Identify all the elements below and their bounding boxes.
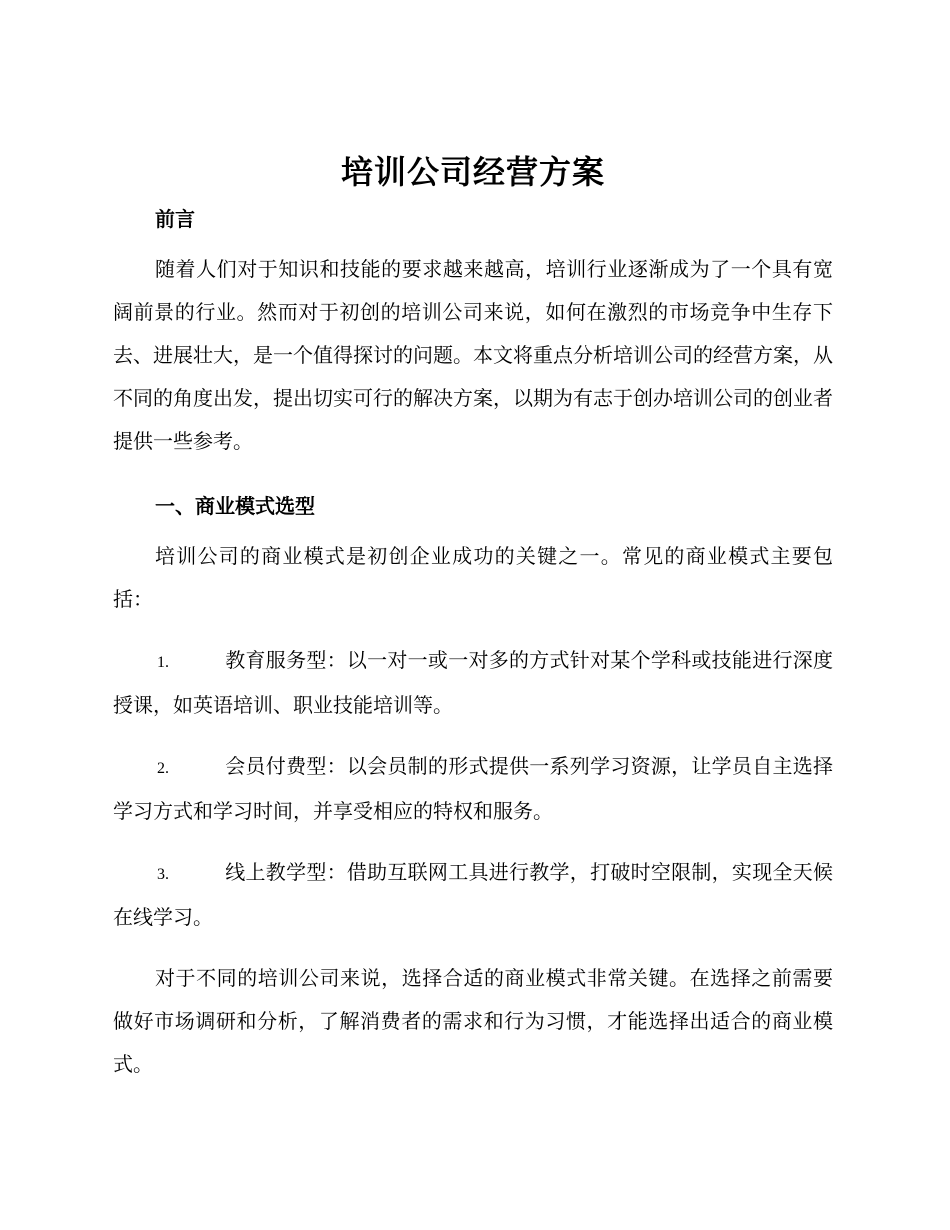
document-content bbox=[113, 148, 833, 1086]
list-item bbox=[113, 745, 833, 833]
list-number: 1. bbox=[157, 654, 169, 671]
list-number: 3. bbox=[157, 866, 169, 883]
list-number: 2. bbox=[157, 760, 169, 777]
list-text: 会员付费型：以会员制的形式提供一系列学习资源，让学员自主选择学习方式和学习时间，并享受相应的特权和服务。 bbox=[113, 754, 833, 823]
list-text: 教育服务型：以一对一或一对多的方式针对某个学科或技能进行深度授课，如英语培训、职业技能培训等。 bbox=[113, 648, 833, 717]
business-model-closing: 对于不同的培训公司来说，选择合适的商业模式非常关键。在选择之前需要做好市场调研和分析，了解消费者的需求和行为习惯，才能选择出适合的商业模式。 bbox=[113, 966, 833, 1076]
document-title: 培训公司经营方案 bbox=[340, 153, 605, 191]
business-model-intro: 培训公司的商业模式是初创企业成功的关键之一。常见的商业模式主要包括： bbox=[113, 544, 833, 611]
preface-paragraph: 随着人们对于知识和技能的要求越来越高，培训行业逐渐成为了一个具有宽阔前景的行业。然而对于初创的培训公司来说，如何在激烈的市场竞争中生存下去、进展壮大，是一个值得探讨的问题。本文将重点分析培训公司的经营方案，从不同的角度出发，提出切实可行的解决方案，以期为有志于创办培训公司的创业者提供一些参考。 bbox=[113, 257, 833, 453]
section-heading-business-model: 一、商业模式选型 bbox=[155, 494, 315, 518]
list-text: 线上教学型：借助互联网工具进行教学，打破时空限制，实现全天候在线学习。 bbox=[113, 860, 833, 929]
list-item bbox=[113, 639, 833, 727]
section-heading-preface: 前言 bbox=[155, 207, 195, 231]
list-item bbox=[113, 851, 833, 939]
